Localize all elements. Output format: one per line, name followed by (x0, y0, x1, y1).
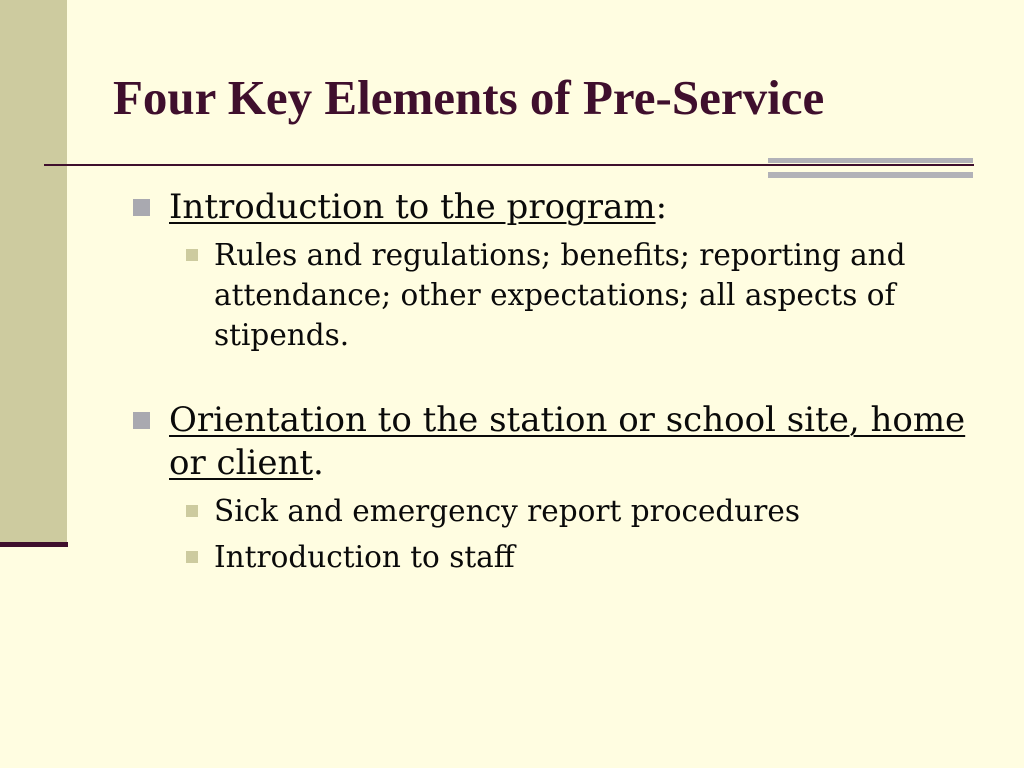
sub-bullet-2-1 (130, 491, 990, 531)
bullet-point-2 (130, 399, 990, 485)
sub-bullet-text: Sick and emergency report procedures (214, 494, 801, 528)
bullet-point-1 (130, 186, 990, 229)
square-bullet-icon (186, 551, 198, 563)
square-bullet-icon (186, 505, 198, 517)
sub-bullet-text: Introduction to staff (214, 540, 515, 574)
title-divider-bar-top (768, 158, 973, 163)
slide-content (130, 186, 990, 577)
left-band-accent-line (0, 542, 68, 547)
bullet-suffix: : (655, 187, 668, 227)
title-divider-bar-bottom (768, 172, 973, 178)
bullet-heading: Introduction to the program (169, 187, 656, 227)
title-divider-line (44, 164, 974, 166)
sub-bullet-2-2 (130, 537, 990, 577)
bullet-suffix: . (313, 443, 324, 483)
left-decorative-band (0, 0, 67, 544)
slide-title: Four Key Elements of Pre-Service (113, 70, 825, 125)
square-bullet-icon (133, 199, 150, 216)
square-bullet-icon (133, 412, 150, 429)
sub-bullet-1-1 (130, 235, 990, 355)
bullet-heading: Orientation to the station or school site, home or client (169, 400, 966, 483)
sub-bullet-text: Rules and regulations; benefits; reporting and attendance; other expectations; all aspects of stipends. (214, 238, 906, 352)
square-bullet-icon (186, 249, 198, 261)
